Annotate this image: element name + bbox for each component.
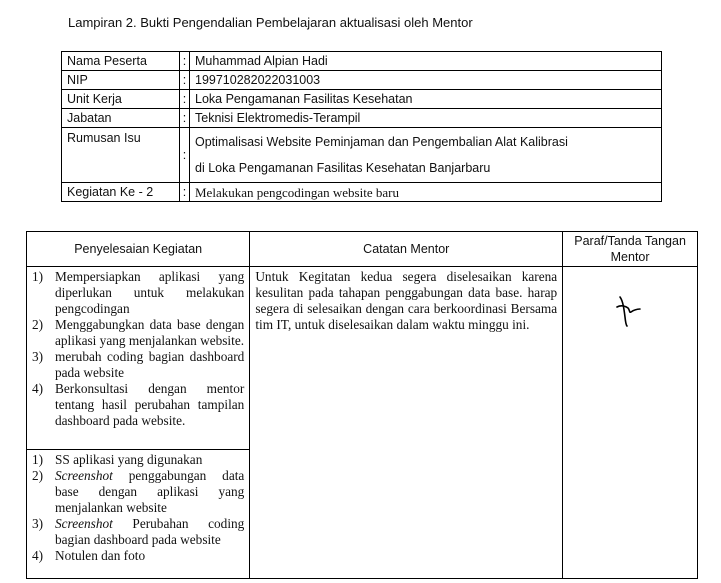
header-row — [27, 232, 698, 267]
info-row-rumusan-isu — [62, 128, 662, 183]
label-unit-kerja: Unit Kerja — [62, 90, 180, 109]
separator: : — [180, 128, 190, 183]
info-row-unit-kerja — [62, 90, 662, 109]
value-rumusan-isu — [190, 128, 662, 183]
value-kegiatan: Melakukan pengcodingan website baru — [190, 183, 662, 202]
header-penyelesaian-kegiatan: Penyelesaian Kegiatan — [27, 232, 250, 267]
info-row-nip — [62, 71, 662, 90]
activity-item: 1) Mempersiapkan aplikasi yang diperlukan untuk melakukan pengcodingan — [32, 269, 245, 316]
evidence-list — [32, 452, 244, 564]
mentor-signature-icon — [610, 289, 650, 329]
activity-item: 2) Menggabungkan data base dengan aplikasi yang menjalankan website. — [32, 317, 245, 348]
info-row-jabatan — [62, 109, 662, 128]
value-nip: 199710282022031003 — [190, 71, 662, 90]
value-jabatan: Teknisi Elektromedis-Terampil — [190, 109, 662, 128]
info-row-nama — [62, 52, 662, 71]
header-catatan-mentor: Catatan Mentor — [250, 232, 563, 267]
label-jabatan: Jabatan — [62, 109, 180, 128]
value-unit-kerja: Loka Pengamanan Fasilitas Kesehatan — [190, 90, 662, 109]
rumusan-isu-line-2: di Loka Pengamanan Fasilitas Kesehatan Banjarbaru — [195, 161, 491, 175]
separator: : — [180, 183, 190, 202]
evidence-item: 4) Notulen dan foto — [32, 548, 146, 563]
evidence-item: 3) Screenshot Perubahan coding bagian dashboard pada website — [32, 516, 245, 547]
activity-list — [32, 269, 244, 429]
participant-info-table — [61, 51, 662, 202]
separator: : — [180, 90, 190, 109]
label-rumusan-isu: Rumusan Isu — [62, 128, 180, 183]
separator: : — [180, 109, 190, 128]
separator: : — [180, 71, 190, 90]
mentor-note-cell — [250, 267, 563, 579]
activities-cell — [27, 267, 250, 450]
header-paraf-mentor: Paraf/Tanda Tangan Mentor — [563, 232, 698, 267]
info-row-kegiatan — [62, 183, 662, 202]
activity-item: 4) Berkonsultasi dengan mentor tentang hasil perubahan tampilan dashboard pada website. — [32, 381, 245, 428]
value-nama-peserta: Muhammad Alpian Hadi — [190, 52, 662, 71]
activity-item: 3) merubah coding bagian dashboard pada website — [32, 349, 245, 380]
evidence-item: 2) Screenshot penggabungan data base dengan aplikasi yang menjalankan website — [32, 468, 245, 515]
label-nip: NIP — [62, 71, 180, 90]
activities-row — [27, 267, 698, 450]
mentor-control-table — [26, 231, 698, 579]
signature-cell — [563, 267, 698, 579]
label-kegiatan: Kegiatan Ke - 2 — [62, 183, 180, 202]
rumusan-isu-line-1: Optimalisasi Website Peminjaman dan Pengembalian Alat Kalibrasi — [195, 135, 568, 149]
mentor-note: Untuk Kegitatan kedua segera diselesaikan karena kesulitan pada tahapan penggabungan data base. harap segera di selesaikan dengan cara berkoordinasi Bersama tim IT, untuk diselesaikan dalam waktu minggu ini. — [255, 269, 558, 332]
separator: : — [180, 52, 190, 71]
evidence-item: 1) SS aplikasi yang digunakan — [32, 452, 203, 467]
document-title: Lampiran 2. Bukti Pengendalian Pembelajaran aktualisasi oleh Mentor — [68, 15, 473, 30]
label-nama-peserta: Nama Peserta — [62, 52, 180, 71]
evidence-cell — [27, 450, 250, 579]
